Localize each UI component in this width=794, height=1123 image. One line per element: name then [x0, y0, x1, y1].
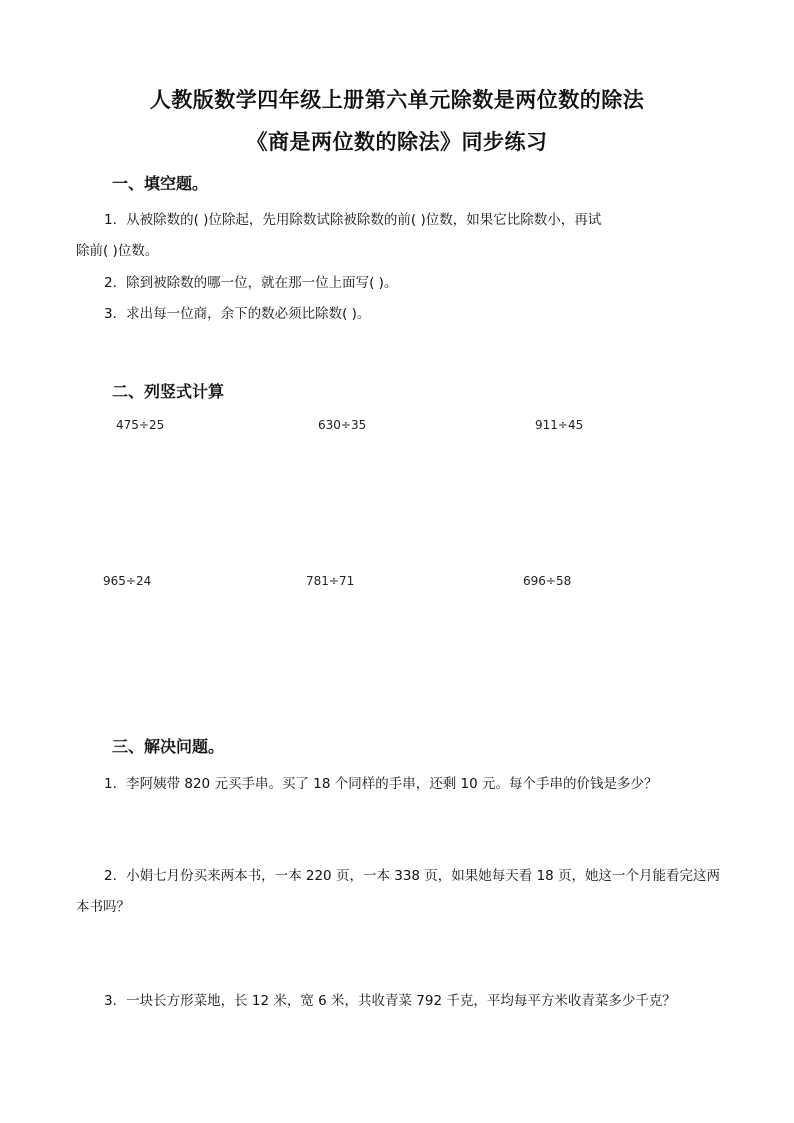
calc-problem-6: 696÷58 [523, 574, 572, 588]
page-title-line1: 人教版数学四年级上册第六单元除数是两位数的除法 [149, 87, 645, 112]
calc-problem-3: 911÷45 [535, 418, 584, 432]
section2-heading: 二、列竖式计算 [112, 382, 225, 401]
fill-question-1-line2: 除前( )位数。 [76, 243, 159, 259]
word-problem-2-line2: 本书吗？ [76, 899, 130, 915]
calc-problem-4: 965÷24 [103, 574, 152, 588]
fill-question-2: 2．除到被除数的哪一位，就在那一位上面写( )。 [104, 275, 398, 291]
fill-question-1-line1: 1．从被除数的( )位除起，先用除数试除被除数的前( )位数，如果它比除数小，再试 [104, 212, 602, 228]
calc-problem-1: 475÷25 [116, 418, 165, 432]
section1-heading: 一、填空题。 [112, 174, 209, 193]
word-problem-3: 3．一块长方形菜地，长 12 米，宽 6 米，共收青菜 792 千克，平均每平方米收青菜多少千克？ [104, 993, 676, 1009]
calc-problem-5: 781÷71 [306, 574, 355, 588]
section3-heading: 三、解决问题。 [112, 737, 225, 756]
calc-problem-2: 630÷35 [318, 418, 367, 432]
word-problem-2-line1: 2．小娟七月份买来两本书，一本 220 页，一本 338 页，如果她每天看 18 页，她这一个月能看完这两 [104, 868, 721, 884]
fill-question-3: 3．求出每一位商，余下的数必须比除数( )。 [104, 306, 371, 322]
page-title-line2: 《商是两位数的除法》同步练习 [246, 129, 548, 154]
word-problem-1: 1．李阿姨带 820 元买手串。买了 18 个同样的手串，还剩 10 元。每个手串的价钱是多少？ [104, 776, 658, 792]
